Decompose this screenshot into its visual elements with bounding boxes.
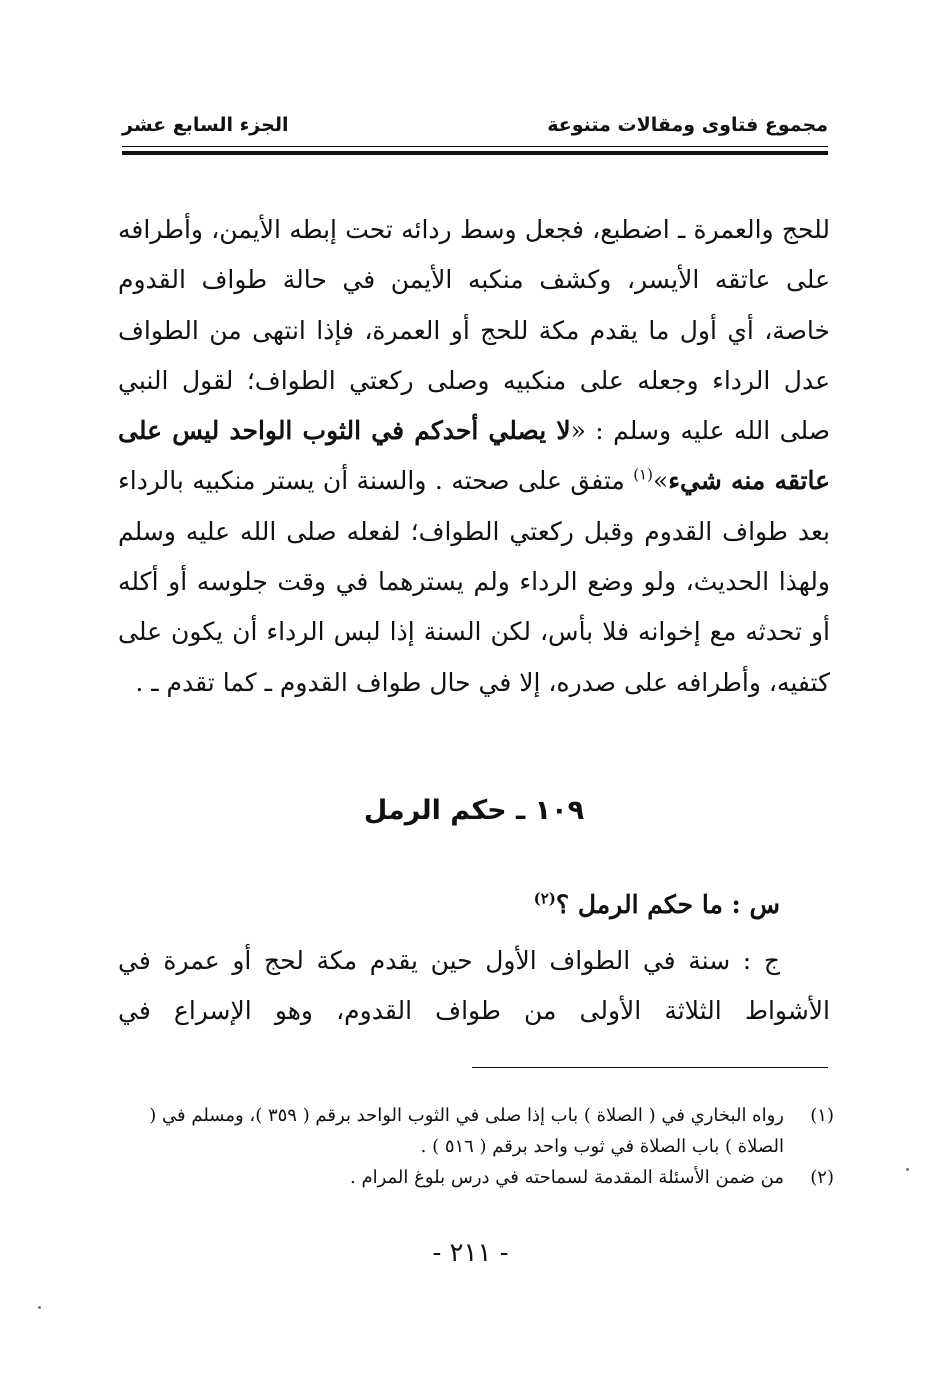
question-text: س : ما حكم الرمل ؟: [555, 890, 780, 919]
section-heading: ١٠٩ ـ حكم الرمل: [363, 795, 585, 826]
header-rule-thick: [122, 151, 828, 155]
book-title: مجموع فتاوى ومقالات متنوعة: [547, 114, 828, 136]
running-header: [122, 108, 828, 144]
footnote-ref-1: (١): [633, 466, 653, 485]
footnote-item: [122, 1100, 834, 1162]
footnote-text: من ضمن الأسئلة المقدمة لسماحته في درس بلوغ المرام .: [350, 1167, 784, 1188]
question-line: [118, 880, 830, 930]
hadith-quote: لا يصلي أحدكم في الثوب الواحد ليس على عاتقه منه شيء: [118, 416, 831, 496]
footnote-ref-2: (٢): [533, 889, 556, 908]
footnotes: [122, 1100, 834, 1193]
footnote-separator: [472, 1067, 828, 1068]
footnote-text: رواه البخاري في ( الصلاة ) باب إذا صلى في الثوب الواحد برقم ( ٣٥٩ )، ومسلم في ( الصلاة ) باب الصلاة في ثوب واحد برقم ( ٥١٦ ) .: [149, 1105, 784, 1157]
quote-close: »: [652, 466, 669, 496]
main-paragraph: [118, 205, 830, 708]
scan-speck: [906, 1168, 909, 1171]
paragraph-text-start: للحج والعمرة ـ اضطبع، فجعل وسط ردائه تحت إبطه الأيمن، وأطرافه على عاتقه الأيسر، وكشف منكبه الأيمن في حالة طواف القدوم خاصة، أي أول ما يقدم مكة للحج أو العمرة، فإذا انتهى من الطواف عدل الرداء وجعله على منكبيه وصلى ركعتي الطواف؛ لقول النبي صلى الله عليه وسلم : «: [118, 215, 830, 446]
page-number: - ٢١١ -: [432, 1238, 509, 1268]
footnote-number: (٢): [810, 1167, 834, 1188]
footnote-number: (١): [810, 1105, 834, 1126]
paragraph-text-end: متفق على صحته . والسنة أن يستر منكبيه بالرداء بعد طواف القدوم وقبل ركعتي الطواف؛ لفعله صلى الله عليه وسلم ولهذا الحديث، ولو وضع الرداء ولم يسترهما في وقت جلوسه أو أكله أو تحدثه مع إخوانه فلا بأس، لكن السنة إذا لبس الرداء أن يكون على كتفيه، وأطرافه على صدره، إلا في حال طواف القدوم ـ كما تقدم ـ .: [118, 466, 830, 697]
footnote-item: [122, 1162, 834, 1193]
header-rule-thin: [122, 146, 828, 147]
volume-title: الجزء السابع عشر: [122, 114, 289, 136]
scan-speck: [38, 1306, 41, 1309]
answer-text: ج : سنة في الطواف الأول حين يقدم مكة لحج أو عمرة في الأشواط الثلاثة الأولى من طواف القدوم، وهو الإسراع في: [118, 946, 830, 1025]
question-answer: [118, 880, 830, 1036]
